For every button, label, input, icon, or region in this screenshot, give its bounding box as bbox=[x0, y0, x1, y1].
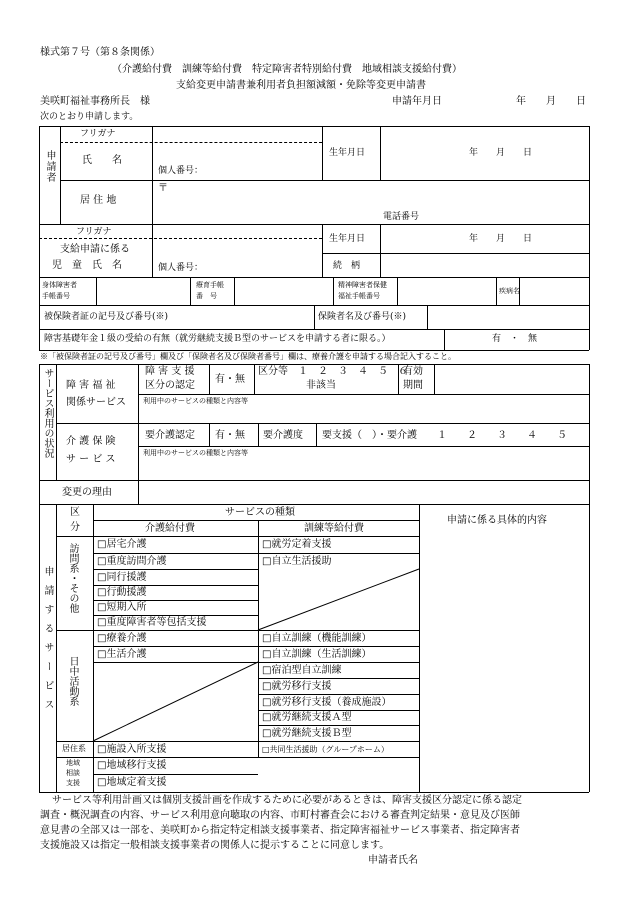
group-area-label-3: 支援 bbox=[66, 779, 80, 787]
support-classification-label-2: 区分の認定 bbox=[145, 380, 195, 391]
mental-handbook-label-2: 福祉手帳番号 bbox=[338, 292, 380, 300]
care-insurance-label-2: サ ー ビ ス bbox=[66, 454, 116, 465]
checkbox-ryoyo-kaigo[interactable]: □療養介護 bbox=[97, 633, 147, 644]
application-date-label: 申請年月日 bbox=[392, 96, 442, 107]
group-area-label-1: 地域 bbox=[66, 759, 80, 767]
welfare-using-label: 利用中のサービスの種類と内容等 bbox=[143, 397, 248, 405]
checkbox-judo-hokatsu-shien[interactable]: □重度障害者等包括支援 bbox=[97, 617, 207, 628]
checkbox-kodo-engo[interactable]: □行動援護 bbox=[97, 587, 147, 598]
checkbox-tanki-nyusho[interactable]: □短期入所 bbox=[97, 602, 147, 613]
kaigo-header: 介護給付費 bbox=[145, 523, 195, 534]
checkbox-shuro-iko-yosei[interactable]: □就労移行支援（養成施設） bbox=[262, 697, 392, 708]
child-name-label-2: 児 童 氏 名 bbox=[52, 260, 122, 271]
kubun-header-1: 区 bbox=[70, 507, 80, 518]
insurer-label: 保険者名及び番号(※) bbox=[318, 312, 407, 322]
service-type-header: サービスの種類 bbox=[225, 507, 295, 518]
applicant-dob-label: 生年月日 bbox=[329, 148, 366, 158]
change-reason-label: 変更の理由 bbox=[62, 487, 112, 498]
insured-number-label: 被保険者証の記号及び番号(※) bbox=[44, 312, 169, 322]
checkbox-doko-engo[interactable]: □同行援護 bbox=[97, 572, 147, 583]
applicant-name-label: 氏 名 bbox=[82, 155, 122, 166]
pension-label: 障害基礎年金１級の受給の有無（就労継続支援Ｂ型のサービスを申請する者に限る。） bbox=[44, 334, 391, 344]
classification-category[interactable]: 区分等 １ ２ ３ ４ ５ ６ bbox=[258, 366, 408, 377]
checkbox-seikatsu-kaigo[interactable]: □生活介護 bbox=[97, 649, 147, 660]
relation-label: 続 柄 bbox=[333, 261, 361, 271]
form-title: 支給変更申請書兼利用者負担額減額・免除等変更申請書 bbox=[176, 80, 426, 91]
checkbox-judo-homon-kaigo[interactable]: □重度訪問介護 bbox=[97, 556, 167, 567]
checkbox-shuro-iko-shien[interactable]: □就労移行支援 bbox=[262, 681, 332, 692]
ryoiku-handbook-label-2: 番 号 bbox=[196, 292, 217, 300]
checkbox-shuro-teichaku[interactable]: □就労定着支援 bbox=[262, 539, 332, 550]
consent-line-1: サービス等利用計画又は個別支援計画を作成するために必要があるときは、障害支援区分認定に係る認定 bbox=[52, 795, 522, 806]
care-yes-no[interactable]: 有・無 bbox=[215, 430, 245, 441]
valid-period-label-2: 期間 bbox=[403, 380, 423, 391]
checkbox-chiiki-iko-shien[interactable]: □地域移行支援 bbox=[97, 760, 167, 771]
checkbox-jiritsu-kunren-seikatsu[interactable]: □自立訓練（生活訓練） bbox=[262, 649, 372, 660]
valid-period-label-1: 有効 bbox=[403, 366, 423, 377]
checkbox-kyotaku-kaigo[interactable]: □居宅介護 bbox=[97, 539, 147, 550]
group-area-label-2: 相談 bbox=[66, 769, 80, 777]
group-day-label: 日中活動系 bbox=[67, 656, 78, 706]
kunren-header: 訓練等給付費 bbox=[304, 523, 364, 534]
applicant-personal-number-field[interactable]: 個人番号： bbox=[158, 166, 204, 176]
pension-choice[interactable]: 有 ・ 無 bbox=[492, 334, 538, 344]
classification-yes-no[interactable]: 有・無 bbox=[215, 374, 245, 385]
insurance-note: ※「被保険者証の記号及び番号」欄及び「保険者名及び保険者番号」欄は、療養介護を申請する場合記入すること。 bbox=[40, 352, 456, 361]
applicant-address-label: 居 住 地 bbox=[80, 195, 117, 206]
unused-area-diagonal-1 bbox=[258, 569, 419, 630]
benefit-types: （介護給付費 訓練等給付費 特定障害者特別給付費 地域相談支援給付費） bbox=[112, 64, 462, 75]
applicant-dob-field[interactable]: 年 月 日 bbox=[469, 148, 533, 158]
application-date-field[interactable]: 年 月 日 bbox=[516, 96, 586, 107]
applicant-signature-label[interactable]: 申請者氏名 bbox=[368, 855, 418, 866]
consent-line-2: 調査・概況調査の内容、サービス利用意向聴取の内容、市町村審査会における審査判定結果・意見及び医師 bbox=[40, 810, 520, 821]
care-using-label: 利用中のサービスの種類と内容等 bbox=[143, 449, 248, 457]
welfare-services-label-2: 関係サービス bbox=[66, 397, 126, 408]
kubun-header-2: 分 bbox=[70, 522, 80, 533]
usage-section-label: サービス利用の状況 bbox=[42, 368, 53, 458]
disease-label: 疾病名 bbox=[499, 287, 520, 295]
care-degree-label: 要介護度 bbox=[263, 430, 303, 441]
ryoiku-handbook-label-1: 療育手帳 bbox=[196, 281, 224, 289]
addressee: 美咲町福祉事務所長 様 bbox=[40, 96, 150, 107]
checkbox-jiritsu-seikatsu-enjo[interactable]: □自立生活援助 bbox=[262, 556, 332, 567]
group-visit-label: 訪問系・その他 bbox=[67, 543, 78, 613]
child-personal-number-field[interactable]: 個人番号： bbox=[158, 263, 204, 273]
checkbox-shisetsu-nyusho[interactable]: □施設入所支援 bbox=[97, 744, 167, 755]
checkbox-shukuhaku-jiritsu-kunren[interactable]: □宿泊型自立訓練 bbox=[262, 665, 342, 676]
child-furigana-label: フリガナ bbox=[76, 227, 112, 237]
child-dob-label: 生年月日 bbox=[329, 234, 366, 244]
intro-text: 次のとおり申請します。 bbox=[40, 112, 139, 122]
care-levels[interactable]: 要支援（ ）・要介護 １ ２ ３ ４ ５ bbox=[322, 430, 567, 441]
group-home-label: 居住系 bbox=[62, 744, 86, 753]
child-name-label-1: 支給申請に係る bbox=[60, 244, 130, 255]
welfare-services-label-1: 障 害 福 祉 bbox=[66, 380, 116, 391]
physical-handbook-label-2: 手帳番号 bbox=[42, 292, 70, 300]
care-certification-label: 要介護認定 bbox=[145, 430, 195, 441]
not-applicable-option[interactable]: 非該当 bbox=[306, 380, 336, 391]
checkbox-kyodo-seikatsu-enjo[interactable]: □共同生活援助（グループホーム） bbox=[262, 745, 389, 754]
checkbox-chiiki-teichaku-shien[interactable]: □地域定着支援 bbox=[97, 777, 167, 788]
consent-line-4: 支援施設又は指定一般相談支援事業者の関係人に提示することに同意します。 bbox=[40, 840, 390, 851]
form-number: 様式第７号（第８条関係） bbox=[40, 47, 160, 58]
services-section-label: 申請するサービス bbox=[42, 566, 53, 718]
postal-mark: 〒 bbox=[158, 183, 168, 194]
mental-handbook-label-1: 精神障害者保健 bbox=[338, 281, 387, 289]
phone-label: 電話番号 bbox=[383, 212, 420, 222]
child-dob-field[interactable]: 年 月 日 bbox=[469, 234, 533, 244]
checkbox-shuro-keizoku-a[interactable]: □就労継続支援Ａ型 bbox=[262, 712, 352, 723]
applicant-furigana-label: フリガナ bbox=[80, 129, 116, 139]
consent-line-3: 意見書の全部又は一部を、美咲町から指定特定相談支援事業者、指定障害福祉サービス事業者、指定障害者 bbox=[40, 825, 520, 836]
care-insurance-label-1: 介 護 保 険 bbox=[66, 436, 116, 447]
checkbox-shuro-keizoku-b[interactable]: □就労継続支援Ｂ型 bbox=[262, 728, 352, 739]
detail-header: 申請に係る具体的内容 bbox=[447, 515, 547, 526]
support-classification-label-1: 障 害 支 援 bbox=[145, 366, 195, 377]
applicant-section-label: 申請者 bbox=[44, 150, 55, 183]
checkbox-jiritsu-kunren-kino[interactable]: □自立訓練（機能訓練） bbox=[262, 633, 372, 644]
unused-area-diagonal-2 bbox=[93, 662, 258, 741]
physical-handbook-label-1: 身体障害者 bbox=[42, 281, 77, 289]
